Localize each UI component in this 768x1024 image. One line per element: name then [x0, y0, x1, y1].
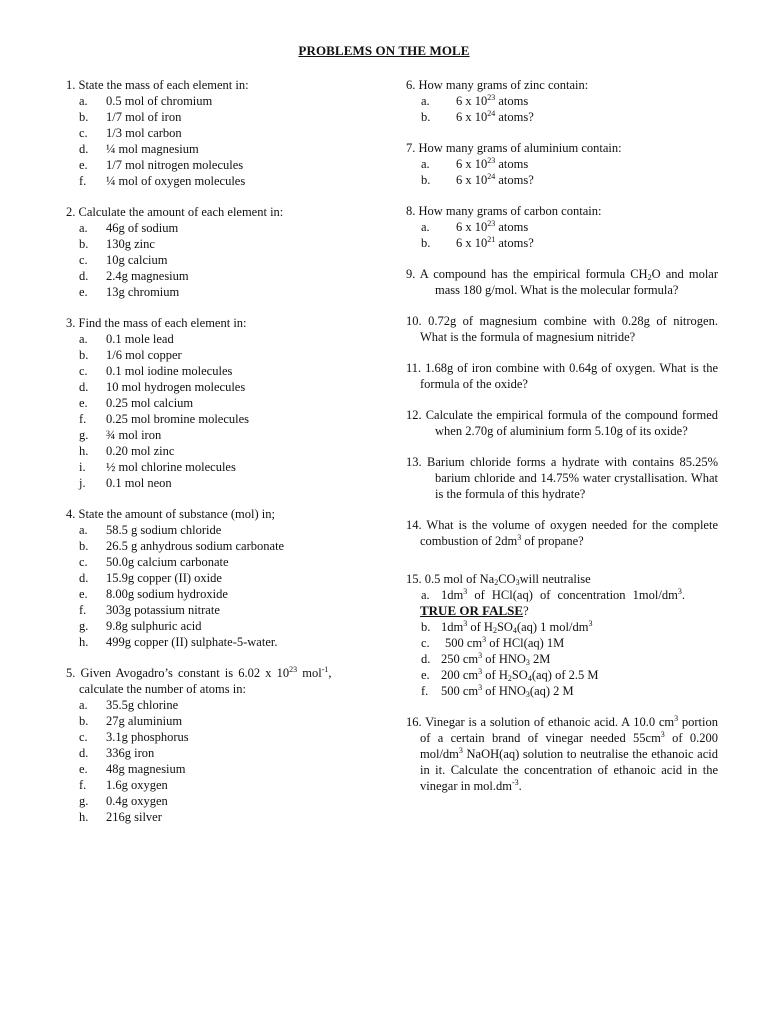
option-letter: a.: [421, 94, 430, 108]
option-item: [406, 109, 718, 125]
option-item: [66, 777, 396, 793]
option-item: [406, 93, 718, 109]
option-c: c. 500 $cm^3$ of HCl(aq) 1M: [421, 635, 565, 650]
option-letter: j.: [79, 476, 86, 490]
option-text: 46g of sodium: [106, 221, 179, 235]
option-letter: c.: [79, 253, 88, 267]
question-10: [406, 313, 718, 345]
options: [406, 93, 718, 125]
option-text: 0.4g oxygen: [106, 794, 168, 808]
question-3: [66, 315, 396, 491]
question-stem: 7. How many grams of aluminium contain:: [406, 141, 622, 155]
option-letter: i.: [79, 460, 86, 474]
option-text: 10 mol hydrogen molecules: [106, 380, 246, 394]
option-letter: a.: [79, 698, 88, 712]
option-e: e. 200 $cm^3$ of $H_2SO_4(aq)$ of 2.5 M: [421, 667, 599, 683]
option-text: 3.1g phosphorus: [106, 730, 189, 744]
option-item: [66, 427, 396, 443]
option-text: 27g aluminium: [106, 714, 183, 728]
option-letter: g.: [79, 794, 89, 808]
option-item: [66, 570, 396, 586]
question-stem: 5. Given Avogadro’s constant is 6.02 x $10^{23}$ mol$^{-1}$,: [66, 665, 332, 680]
option-item: [66, 411, 396, 427]
question-stem: 2. Calculate the amount of each element in:: [66, 205, 284, 219]
question-7: [406, 140, 718, 188]
option-text: 8.00g sodium hydroxide: [106, 587, 228, 601]
question-text: 16. Vinegar is a solution of ethanoic acid. A 10.0 $cm^3$ portion of a certain brand of vinegar needed $55cm^3$ of 0.200 mol/$dm^3$ NaOH(aq) solution to neutralise the ethanoic acid in it. Calculate the concentration of ethanoic acid in the vinegar in $mol.dm^{-3}$.: [406, 714, 718, 793]
option-item: [66, 93, 396, 109]
option-item: [66, 268, 396, 284]
option-letter: f.: [79, 778, 87, 792]
option-text: 9.8g sulphuric acid: [106, 619, 202, 633]
option-letter: e.: [79, 396, 88, 410]
options: [66, 697, 396, 825]
option-item: [66, 395, 396, 411]
option-text: 26.5 g anhydrous sodium carbonate: [106, 539, 285, 553]
option-item: [66, 236, 396, 252]
options: [66, 331, 396, 491]
question-11: [406, 360, 718, 392]
option-item: [66, 793, 396, 809]
option-letter: h.: [79, 810, 89, 824]
option-item: [66, 522, 396, 538]
option-text: 0.5 mol of chromium: [106, 94, 213, 108]
option-a: a. $1dm^3$ of HCl(aq) of concentration $1mol/dm^3$.: [421, 587, 685, 602]
question-text: 14. What is the volume of oxygen needed for the complete combustion of $2dm^3$ of propane?: [406, 518, 718, 548]
option-text: ¼ mol magnesium: [106, 142, 199, 156]
option-item: [66, 586, 396, 602]
option-letter: c.: [79, 364, 88, 378]
option-letter: e.: [79, 285, 88, 299]
question-2: [66, 204, 396, 300]
option-item: [66, 220, 396, 236]
option-item: [66, 284, 396, 300]
option-letter: b.: [421, 110, 431, 124]
question-1: [66, 77, 396, 189]
option-text: 1.6g oxygen: [106, 778, 168, 792]
option-item: [66, 157, 396, 173]
option-letter: d.: [79, 746, 89, 760]
options: [66, 93, 396, 189]
option-text: 6 x $10^{24}$ atoms?: [456, 109, 534, 124]
option-text: 1/7 mol nitrogen molecules: [106, 158, 244, 172]
option-item: [66, 618, 396, 634]
question-13: [406, 454, 718, 502]
option-text: 0.25 mol calcium: [106, 396, 194, 410]
option-item: [66, 379, 396, 395]
question-text: 13. Barium chloride forms a hydrate with contains 85.25% barium chloride and 14.75% water crystallisation. What is the formula of this hydrate?: [406, 455, 718, 501]
option-item: [66, 554, 396, 570]
options: [66, 522, 396, 650]
options: [406, 219, 718, 251]
question-text: 11. 1.68g of iron combine with 0.64g of oxygen. What is the formula of the oxide?: [406, 361, 718, 391]
question-15: [406, 571, 718, 699]
option-text: 10g calcium: [106, 253, 168, 267]
option-f: f. 500 $cm^3$ of $HNO_3(aq)$ 2 M: [421, 683, 574, 699]
option-item: [66, 443, 396, 459]
option-item: [66, 252, 396, 268]
option-item: [66, 347, 396, 363]
option-letter: d.: [79, 269, 89, 283]
option-letter: e.: [79, 587, 88, 601]
page-title: PROBLEMS ON THE MOLE: [298, 43, 470, 58]
true-or-false-label: TRUE OR FALSE?: [420, 603, 529, 618]
option-letter: f.: [79, 174, 87, 188]
option-item: [66, 173, 396, 189]
option-text: 0.1 mol iodine molecules: [106, 364, 233, 378]
option-text: 216g silver: [106, 810, 162, 824]
option-letter: b.: [421, 173, 431, 187]
option-letter: h.: [79, 635, 89, 649]
question-8: [406, 203, 718, 251]
option-text: ¾ mol iron: [106, 428, 162, 442]
option-text: 35.5g chlorine: [106, 698, 179, 712]
option-text: 6 x $10^{21}$ atoms?: [456, 235, 534, 250]
option-item: [66, 602, 396, 618]
option-letter: b.: [79, 348, 89, 362]
option-text: 6 x $10^{24}$ atoms?: [456, 172, 534, 187]
option-item: [66, 459, 396, 475]
option-text: 48g magnesium: [106, 762, 186, 776]
question-stem-line2: calculate the number of atoms in:: [79, 682, 246, 696]
question-text: 12. Calculate the empirical formula of the compound formed when 2.70g of aluminium form 5.10g of its oxide?: [406, 408, 718, 438]
left-column: [66, 77, 396, 825]
option-item: [66, 697, 396, 713]
option-letter: a.: [421, 220, 430, 234]
option-letter: h.: [79, 444, 89, 458]
option-letter: a.: [79, 332, 88, 346]
option-letter: d.: [79, 380, 89, 394]
option-text: 6 x $10^{23}$ atoms: [456, 93, 529, 108]
option-text: 1/6 mol copper: [106, 348, 182, 362]
option-letter: a.: [79, 221, 88, 235]
option-text: 130g zinc: [106, 237, 155, 251]
options: [406, 156, 718, 188]
option-letter: b.: [79, 539, 89, 553]
option-text: 499g copper (II) sulphate-5-water.: [106, 635, 278, 649]
option-letter: c.: [79, 126, 88, 140]
option-item: [66, 745, 396, 761]
option-item: [66, 809, 396, 825]
option-text: 0.20 mol zinc: [106, 444, 175, 458]
options: [66, 220, 396, 300]
option-b: b. $1dm^3$ of $H_2SO_4(aq)$ 1 mol/$dm^3$: [421, 619, 593, 635]
question-5: [66, 665, 396, 825]
option-letter: c.: [79, 730, 88, 744]
option-text: 50.0g calcium carbonate: [106, 555, 229, 569]
option-text: 6 x $10^{23}$ atoms: [456, 219, 529, 234]
option-item: [66, 331, 396, 347]
option-letter: c.: [79, 555, 88, 569]
option-text: 303g potassium nitrate: [106, 603, 220, 617]
option-letter: b.: [79, 237, 89, 251]
question-stem: 4. State the amount of substance (mol) in;: [66, 507, 275, 521]
option-item: [66, 761, 396, 777]
question-stem: 8. How many grams of carbon contain:: [406, 204, 602, 218]
option-text: 1/3 mol carbon: [106, 126, 182, 140]
option-text: 2.4g magnesium: [106, 269, 189, 283]
question-stem: 1. State the mass of each element in:: [66, 78, 249, 92]
option-text: 336g iron: [106, 746, 155, 760]
option-item: [406, 172, 718, 188]
question-stem: 3. Find the mass of each element in:: [66, 316, 247, 330]
option-letter: a.: [79, 523, 88, 537]
option-text: ½ mol chlorine molecules: [106, 460, 236, 474]
option-item: [66, 141, 396, 157]
question-9: [406, 266, 718, 298]
option-letter: b.: [421, 236, 431, 250]
option-letter: g.: [79, 619, 89, 633]
option-letter: a.: [79, 94, 88, 108]
option-item: [66, 363, 396, 379]
option-text: 0.1 mol neon: [106, 476, 172, 490]
option-text: 0.25 mol bromine molecules: [106, 412, 250, 426]
option-item: [66, 713, 396, 729]
option-text: 1/7 mol of iron: [106, 110, 182, 124]
option-letter: b.: [79, 110, 89, 124]
option-letter: e.: [79, 158, 88, 172]
question-4: [66, 506, 396, 650]
option-item: [406, 235, 718, 251]
option-text: 0.1 mole lead: [106, 332, 174, 346]
option-letter: g.: [79, 428, 89, 442]
option-item: [406, 219, 718, 235]
option-letter: f.: [79, 603, 87, 617]
question-stem: 15. 0.5 mol of $Na_2CO_3will$ neutralise: [406, 572, 591, 587]
option-item: [66, 475, 396, 491]
option-letter: f.: [79, 412, 87, 426]
option-item: [66, 125, 396, 141]
option-item: [66, 538, 396, 554]
option-letter: d.: [79, 571, 89, 585]
question-text: 9. A compound has the empirical formula $CH_2O$ and molar mass 180 g/mol. What is the molecular formula?: [406, 267, 719, 297]
option-text: 58.5 g sodium chloride: [106, 523, 222, 537]
question-6: [406, 77, 718, 125]
option-item: [66, 109, 396, 125]
question-12: [406, 407, 718, 439]
option-letter: b.: [79, 714, 89, 728]
option-text: ¼ mol of oxygen molecules: [106, 174, 246, 188]
question-16: [406, 714, 718, 794]
question-stem: 6. How many grams of zinc contain:: [406, 78, 589, 92]
option-item: [66, 729, 396, 745]
question-14: [406, 517, 718, 549]
question-text: 10. 0.72g of magnesium combine with 0.28g of nitrogen. What is the formula of magnesium nitride?: [406, 314, 718, 344]
option-letter: a.: [421, 157, 430, 171]
option-item: [66, 634, 396, 650]
option-item: [406, 156, 718, 172]
option-d: d. 250 $cm^3$ of $HNO_3$ 2M: [421, 651, 551, 667]
option-text: 13g chromium: [106, 285, 180, 299]
option-letter: d.: [79, 142, 89, 156]
option-text: 15.9g copper (II) oxide: [106, 571, 222, 585]
right-column: [406, 77, 718, 794]
option-text: 6 x $10^{23}$ atoms: [456, 156, 529, 171]
option-letter: e.: [79, 762, 88, 776]
